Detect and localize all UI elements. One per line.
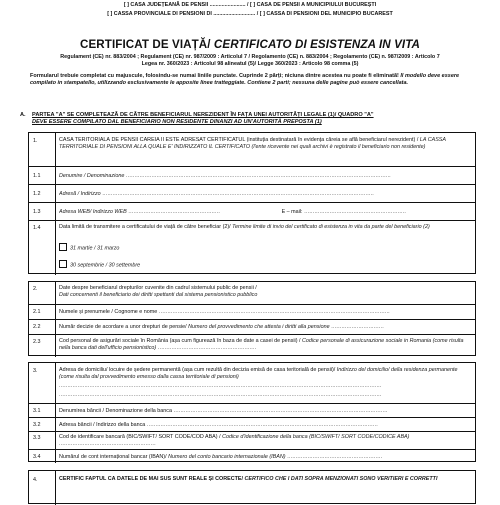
row-1-3-label: Adresa WEB/ Indirizzo WEB xyxy=(59,209,127,215)
section-1-heading-ro: CASA TERITORIALĂ DE PENSII CĂREIA ÎI ESTE ADRESAT CERTIFICATUL (instituția destinatară în evidența căreia se află beneficiarul nerezident) / xyxy=(59,137,419,143)
part-a-line-1: PARTEA "A" SE COMPLETEAZĂ DE CĂTRE BENEFICIARUL NEREZIDENT ÎN FAȚA UNEI AUTORITĂȚI LEGALE (1)/ QUADRO "A" xyxy=(32,112,374,118)
intro-it: Il modello deve essere compilato in stampatello, utilizzando esclusivamente le apposite linee tratteggiate. Contiene 2 parti; nessuna delle pagine può essere cancellata. xyxy=(30,73,460,87)
row-3-1 xyxy=(29,403,475,417)
row-3-4-number: 3.4 xyxy=(33,454,41,460)
decizie-field[interactable]: ............................... xyxy=(329,324,384,330)
regulations-line-1: Regulament (CE) nr. 883/2004 ; Regulament (CE) nr. 987/2009 : Articolul 7 / Regolamento (CE) n. 883/2004 ; Regolamento (CE) n. 987/2009 : Articolo 7 xyxy=(60,54,440,60)
row-1-3-number: 1.3 xyxy=(33,209,41,215)
row-3-1-label: Denumirea băncii / Denominazione della banca xyxy=(59,408,172,414)
part-a-heading xyxy=(20,112,478,126)
row-3-4 xyxy=(29,449,475,463)
document-title xyxy=(0,38,500,51)
iban-field[interactable]: ........................................................ xyxy=(285,454,383,460)
regulations-line-2: Legea nr. 360/2023 : Articolul 98 alineatul (5)/ Legge 360/2023 : Articolo 98 comma (5) xyxy=(141,61,359,67)
option-31-martie: 31 martie / 31 marzo xyxy=(70,245,120,252)
checkbox-30-septembrie[interactable] xyxy=(59,260,67,268)
row-1-1 xyxy=(29,166,475,184)
nume-field[interactable]: ........................................................................................................................................ xyxy=(157,309,390,315)
section-2-header xyxy=(29,282,475,304)
header-line-2: [ ] CASSA PROVINCIALE DI PENSIONI DI ............................ / [ ] CASSA DI PENSIONI DEL MUNICIPIO BUCAREST xyxy=(107,11,393,17)
domiciliu-line-2[interactable]: .............................................................................................................................................................................................. xyxy=(59,392,382,398)
row-3-2 xyxy=(29,417,475,431)
section-4 xyxy=(28,470,476,504)
row-2-3-number: 2.3 xyxy=(33,339,41,345)
part-a-line-2: DEVE ESSERE COMPILATO DAL BENEFICIARIO NON RESIDENTE DINANZI AD UN'AUTORITÀ PREPOSTA (1) xyxy=(32,119,322,125)
row-1-2-number: 1.2 xyxy=(33,191,41,197)
section-1-header xyxy=(29,133,475,166)
row-2-2-number: 2.2 xyxy=(33,324,41,330)
section-1-heading xyxy=(59,137,469,151)
section-4-heading-ro: CERTIFIC FAPTUL CĂ DATELE DE MAI SUS SUNT REALE ȘI CORECTE/ xyxy=(59,476,243,482)
adresa-banca-field[interactable]: ........................................................................................................................................ xyxy=(145,422,378,428)
row-1-4-label-it: Termine limite di invio del certificato di esistenza in vita da parte del beneficiario (2) xyxy=(230,224,430,230)
row-2-3-label-it: Codice personale di assicurazione sociale in Romania (come risulta nella banca dati dell'ufficio pensionistico) xyxy=(59,338,464,351)
row-3-2-number: 3.2 xyxy=(33,422,41,428)
row-3-4-label-it: Numero del conto bancario internazionale (IBAN) xyxy=(166,454,286,460)
email-label: E – mail: xyxy=(281,209,303,215)
cod-personal-field[interactable]: .......................................................... xyxy=(156,345,257,351)
row-1-1-label: Denumire / Denominazione xyxy=(59,173,125,179)
row-1-4 xyxy=(29,220,475,275)
section-4-number: 4. xyxy=(33,477,38,483)
intro-ro: Formularul trebuie completat cu majuscule, folosindu-se numai liniile punctate. Cuprinde 2 părți; niciuna dintre acestea nu poate fi eliminată! xyxy=(30,73,399,79)
row-2-1 xyxy=(29,304,475,319)
section-2-heading-ro: Date despre beneficiarul drepturilor cuvenite din cadrul sistemului public de pensii / xyxy=(59,285,257,291)
row-1-2 xyxy=(29,184,475,202)
row-2-2 xyxy=(29,319,475,334)
row-3-3 xyxy=(29,431,475,449)
domiciliu-line-1[interactable]: .............................................................................................................................................................................................. xyxy=(59,383,382,389)
title-ro: CERTIFICAT DE VIAȚĂ/ xyxy=(79,38,211,51)
section-3-header xyxy=(29,363,475,403)
section-1-heading-it: LA CASSA TERRITORIALE DI PENSIONI ALLA QUALE E' INDIRIZZATO IL CERTIFICATO (l'ente ricevente nei quali archivi è registrato il beneficiario non residente) xyxy=(59,137,446,150)
section-3 xyxy=(28,362,476,462)
row-3-3-number: 3.3 xyxy=(33,435,41,441)
row-2-1-label: Numele și prenumele / Cognome e nome xyxy=(59,309,158,315)
header-line-1: [ ] CASA JUDEȚEANĂ DE PENSII ........................ / [ ] CASA DE PENSII A MUNICIPIULUI BUCUREȘTI xyxy=(123,2,377,8)
section-1-number: 1. xyxy=(33,138,38,144)
bic-field[interactable]: ......................................................... xyxy=(59,441,156,447)
row-1-2-label: Adresă / Indirizzo xyxy=(59,191,101,197)
section-4-heading-it: CERTIFICO CHE I DATI SOPRA MENZIONATI SONO VERITIERI E CORRETTI xyxy=(243,476,438,482)
row-3-2-label: Adresa băncii / Indirizzo della banca xyxy=(59,422,146,428)
row-1-4-label-ro: Data limită de transmitere a certificatului de viață de către beneficiar (2)/ xyxy=(59,224,231,230)
row-1-1-number: 1.1 xyxy=(33,173,41,179)
row-3-1-number: 3.1 xyxy=(33,408,41,414)
section-3-heading-ro: Adresa de domiciliu/ locuire de ședere permanentă (așa cum rezultă din decizia emisă de casa teritorială de pensii)/ xyxy=(59,367,336,373)
section-1 xyxy=(28,132,476,274)
section-2-number: 2. xyxy=(33,286,38,292)
section-2 xyxy=(28,281,476,356)
row-2-2-label-it: Numero del provvedimento che attesta i diritti alla pensione xyxy=(186,324,330,330)
row-3-3-label-it: Codice d'identificazione della banca (BIC/SWIFT/ SORT CODE/CODICE ABA) xyxy=(220,434,410,440)
section-2-heading-it: Dati concernenti il beneficiario dei diritti spettanti dal sistema pensionistico pubblico xyxy=(59,292,258,298)
email-field[interactable]: ............................................................ xyxy=(302,209,407,215)
row-3-4-label: Numărul de cont internațional bancar (IBAN)/ xyxy=(59,454,167,460)
row-2-3 xyxy=(29,334,475,357)
intro-paragraph xyxy=(30,73,478,88)
option-30-septembrie: 30 septembrie / 30 settembre xyxy=(70,262,141,269)
section-3-number: 3. xyxy=(33,368,38,374)
part-a-letter: A. xyxy=(20,112,26,118)
title-it: CERTIFICATO DI ESISTENZA IN VITA xyxy=(210,38,421,51)
row-2-3-label-ro: Cod personal de asigurări sociale în România (așa cum figurează în baza de date a casei de pensii) / xyxy=(59,338,301,344)
row-1-3 xyxy=(29,202,475,220)
row-2-2-label-ro: Număr decizie de acordare a unor drepturi de pensie/ xyxy=(59,324,187,330)
checkbox-31-martie[interactable] xyxy=(59,243,67,251)
row-1-4-number: 1.4 xyxy=(33,225,41,231)
banca-field[interactable]: .............................................................................................................................. xyxy=(171,408,388,414)
section-3-heading-it: Indirizzo del domicilio/ della residenza permanente (come risulta dal provvedimento emesso dalla cassa territoriale di pensioni) xyxy=(59,367,458,380)
row-2-1-number: 2.1 xyxy=(33,309,41,315)
row-3-3-label-ro: Cod de identificare bancară (BIC/SWIFT/ SORT CODE/COD ABA) / xyxy=(59,434,221,440)
web-field[interactable]: ...................................................... xyxy=(126,209,221,215)
adresa-field[interactable]: ................................................................................................................................................................ xyxy=(100,191,374,197)
denumire-field[interactable]: ............................................................................................................................................................ xyxy=(124,173,391,179)
